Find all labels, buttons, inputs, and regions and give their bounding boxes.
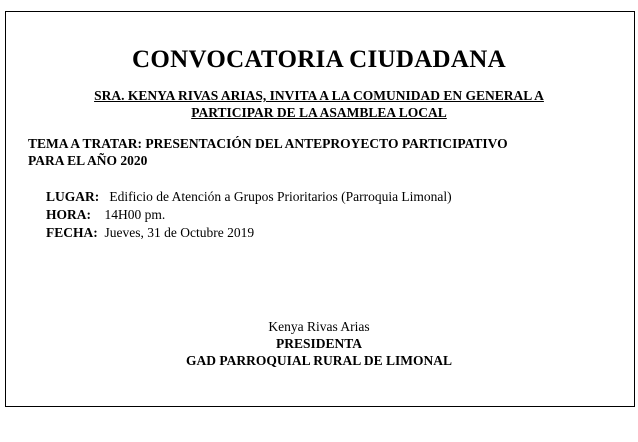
invitation-subtitle: [40, 87, 598, 121]
time-label: HORA:: [46, 207, 91, 222]
date-row: [46, 224, 452, 242]
date-value: Jueves, 31 de Octubre 2019: [104, 225, 255, 240]
meeting-details: [46, 188, 452, 242]
meeting-topic: [28, 135, 618, 169]
document-title: CONVOCATORIA CIUDADANA: [132, 46, 506, 73]
place-row: [46, 188, 452, 206]
signer-organization: GAD PARROQUIAL RURAL DE LIMONAL: [185, 353, 453, 368]
signature-block: [0, 318, 638, 369]
signer-name: Kenya Rivas Arias: [268, 319, 370, 334]
subtitle-line-2: PARTICIPAR DE LA ASAMBLEA LOCAL: [191, 105, 447, 120]
signer-role: PRESIDENTA: [275, 336, 363, 351]
time-value: 14H00 pm.: [104, 207, 166, 222]
place-value: Edificio de Atención a Grupos Prioritarios (Parroquia Limonal): [109, 189, 452, 204]
subtitle-line-1: SRA. KENYA RIVAS ARIAS, INVITA A LA COMUNIDAD EN GENERAL A: [94, 88, 544, 103]
time-row: [46, 206, 452, 224]
topic-line-1: TEMA A TRATAR: PRESENTACIÓN DEL ANTEPROYECTO PARTICIPATIVO: [28, 136, 508, 151]
date-label: FECHA:: [46, 225, 98, 240]
place-label: LUGAR:: [46, 189, 100, 204]
topic-line-2: PARA EL AÑO 2020: [28, 153, 148, 168]
